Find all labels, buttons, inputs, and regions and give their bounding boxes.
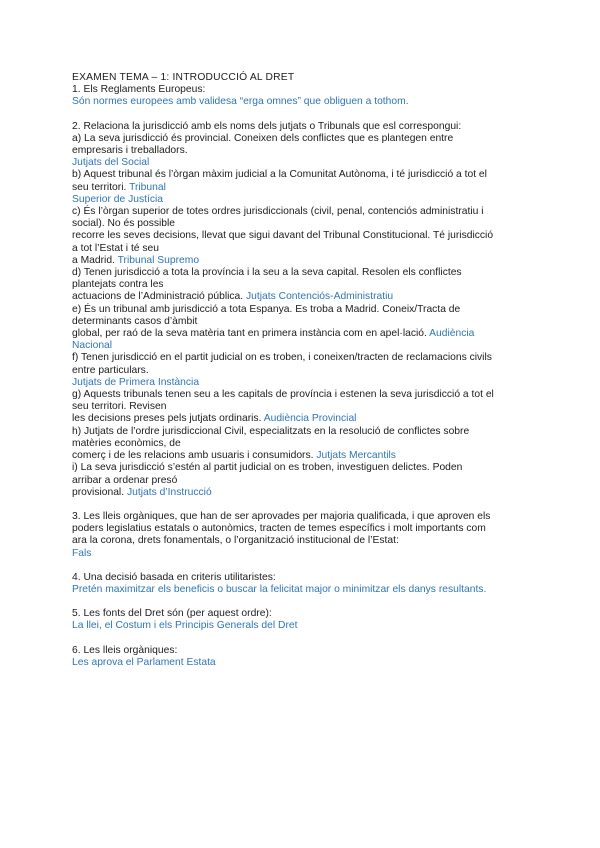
item-h-line: h) Jutjats de l’ordre jurisdiccional Civil, especialitzats en la resolució de conflictes sobre: [72, 425, 470, 437]
item-b-answer: Superior de Justícia: [72, 193, 164, 205]
spacer: [72, 109, 534, 121]
item-c-text: a Madrid.: [72, 254, 115, 266]
item-e-text: global, per raó de la seva matèria tant en primera instància com en apel·lació.: [72, 328, 427, 340]
question-3-line: ara la corona, drets fonamentals, o l’organització institucional de l’Estat:: [72, 535, 399, 547]
item-g-line: [72, 413, 534, 425]
item-b-line: [72, 182, 534, 194]
document-page: [72, 72, 534, 669]
question-5: 5. Les fonts del Dret són (per aquest ordre):: [72, 608, 272, 620]
item-i-text: provisional.: [72, 486, 125, 498]
item-b-answer: Tribunal: [129, 181, 166, 193]
item-g-line: g) Aquests tribunals tenen seu a les capitals de província i estenen la seva jurisdicció a tot el: [72, 389, 494, 401]
question-3-line: poders legislatius estatals o autonòmics, tracten de temes específics i molt importants com: [72, 523, 486, 535]
item-i-line: [72, 487, 534, 499]
item-h-line: [72, 450, 534, 462]
item-d-text: actuacions de l’Administració pública.: [72, 291, 244, 303]
item-b-line: b) Aquest tribunal és l’òrgan màxim judicial a la Comunitat Autònoma, i té jurisdicció a tot el: [72, 169, 487, 181]
item-c-line: social). No és possible: [72, 218, 176, 230]
answer-5: La llei, el Costum i els Principis Generals del Dret: [72, 620, 298, 632]
question-4: 4. Una decisió basada en criteris utilitaristes:: [72, 571, 276, 583]
item-h-answer: Jutjats Mercantils: [316, 450, 396, 462]
answer-6: Les aprova el Parlament Estata: [72, 656, 216, 668]
item-d-line: plantejats contra les: [72, 279, 164, 291]
item-f-line: entre particulars.: [72, 364, 149, 376]
item-f-line: f) Tenen jurisdicció en el partit judicial on es troben, i coneixen/tracten de reclamacions civils: [72, 352, 492, 364]
item-e-answer: Audiència: [429, 328, 475, 340]
spacer: [72, 633, 534, 645]
item-a-line: empresaris i treballadors.: [72, 145, 188, 157]
item-c-answer: Tribunal Supremo: [117, 254, 200, 266]
answer-4: Pretén maximitzar els beneficis o buscar la felicitat major o minimitzar els danys resultants.: [72, 583, 487, 595]
item-b-text: seu territori.: [72, 181, 127, 193]
answer-3: Fals: [72, 547, 92, 559]
item-i-answer: Jutjats d’Instrucció: [126, 486, 212, 498]
item-f-answer: Jutjats de Primera Instància: [72, 376, 200, 388]
item-g-line: seu territori. Revisen: [72, 401, 167, 413]
question-1: 1. Els Reglaments Europeus:: [72, 84, 206, 96]
item-i-line: arribar a ordenar presó: [72, 474, 178, 486]
item-d-answer: Jutjats Contenciós-Administratiu: [246, 291, 394, 303]
page-title: EXAMEN TEMA – 1: INTRODUCCIÓ AL DRET: [72, 72, 295, 83]
item-g-text: les decisions preses pels jutjats ordinaris.: [72, 413, 262, 425]
spacer: [72, 596, 534, 608]
item-e-line: e) És un tribunal amb jurisdicció a tota Espanya. Es troba a Madrid. Coneix/Tracta de: [72, 303, 461, 315]
spacer: [72, 560, 534, 572]
question-2-intro: 2. Relaciona la jurisdicció amb els noms dels jutjats o Tribunals que esl correspongui:: [72, 120, 462, 132]
item-c-line: c) És l’òrgan superior de totes ordres jurisdiccionals (civil, penal, contenciós administratiu i: [72, 206, 484, 218]
item-h-line: matèries econòmics, de: [72, 437, 181, 449]
item-c-line: a tot l’Estat i té seu: [72, 242, 159, 254]
item-a-line: a) La seva jurisdicció és provincial. Coneixen dels conflictes que es plantegen entre: [72, 132, 454, 144]
question-6: 6. Les lleis orgàniques:: [72, 644, 178, 656]
item-a-answer: Jutjats del Social: [72, 157, 150, 169]
item-e-line: determinants casos d’àmbit: [72, 315, 198, 327]
spacer: [72, 499, 534, 511]
item-e-line: [72, 328, 534, 340]
item-h-text: comerç i de les relacions amb usuaris i consumidors.: [72, 450, 314, 462]
item-d-line: [72, 291, 534, 303]
item-c-line: [72, 255, 534, 267]
item-i-line: i) La seva jurisdicció s’estén al partit judicial on es troben, investiguen delictes. Poden: [72, 462, 463, 474]
item-e-answer: Nacional: [72, 340, 113, 352]
item-c-line: recorre les seves decisions, llevat que sigui davant del Tribunal Constitucional. Té jurisdicció: [72, 230, 494, 242]
item-g-answer: Audiència Provincial: [263, 413, 357, 425]
item-d-line: d) Tenen jurisdicció a tota la província i la seu a la seva capital. Resolen els conflictes: [72, 267, 462, 279]
answer-1: Són normes europees amb validesa “erga omnes” que obliguen a tothom.: [72, 96, 409, 108]
question-3-line: 3. Les lleis orgàniques, que han de ser aprovades per majoria qualificada, i que aproven els: [72, 510, 491, 522]
